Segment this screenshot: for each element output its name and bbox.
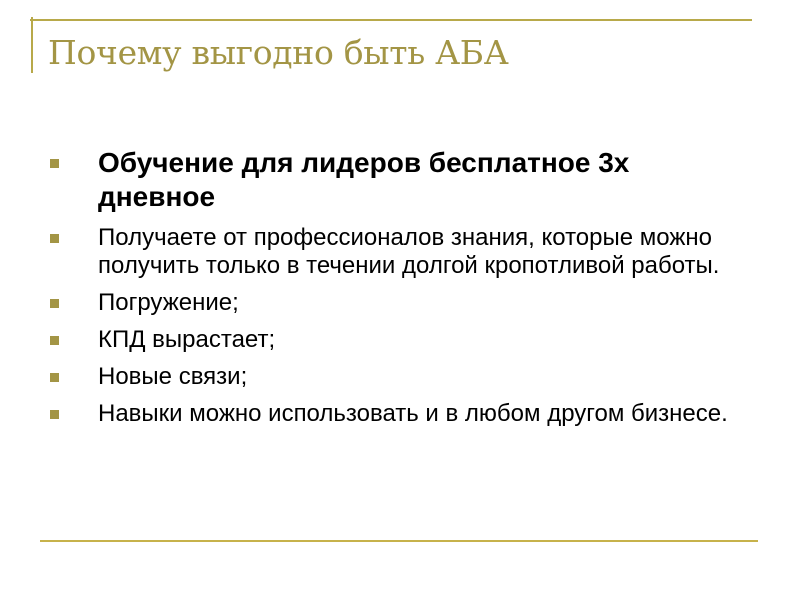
square-bullet-icon <box>50 336 59 345</box>
list-item <box>48 289 748 317</box>
top-rule-line <box>30 19 752 21</box>
bullet-text: Обучение для лидеров бесплатное 3х дневное <box>98 147 630 212</box>
bullet-text: Новые связи; <box>98 363 248 390</box>
square-bullet-icon <box>50 159 59 168</box>
bullet-text: КПД вырастает; <box>98 326 276 353</box>
bottom-rule-line <box>40 540 758 542</box>
list-item <box>48 146 748 214</box>
square-bullet-icon <box>50 410 59 419</box>
bullet-list <box>48 146 748 437</box>
left-rule-line <box>31 17 33 73</box>
list-item <box>48 363 748 391</box>
bullet-text: Навыки можно использовать и в любом другом бизнесе. <box>98 400 728 427</box>
list-item <box>48 326 748 354</box>
square-bullet-icon <box>50 299 59 308</box>
square-bullet-icon <box>50 234 59 243</box>
slide-title: Почему выгодно быть АБА <box>48 33 509 72</box>
list-item <box>48 224 748 280</box>
bullet-text: Погружение; <box>98 289 239 316</box>
list-item <box>48 400 748 428</box>
bullet-text: Получаете от профессионалов знания, которые можно получить только в течении долгой кропотливой работы. <box>98 224 720 279</box>
square-bullet-icon <box>50 373 59 382</box>
